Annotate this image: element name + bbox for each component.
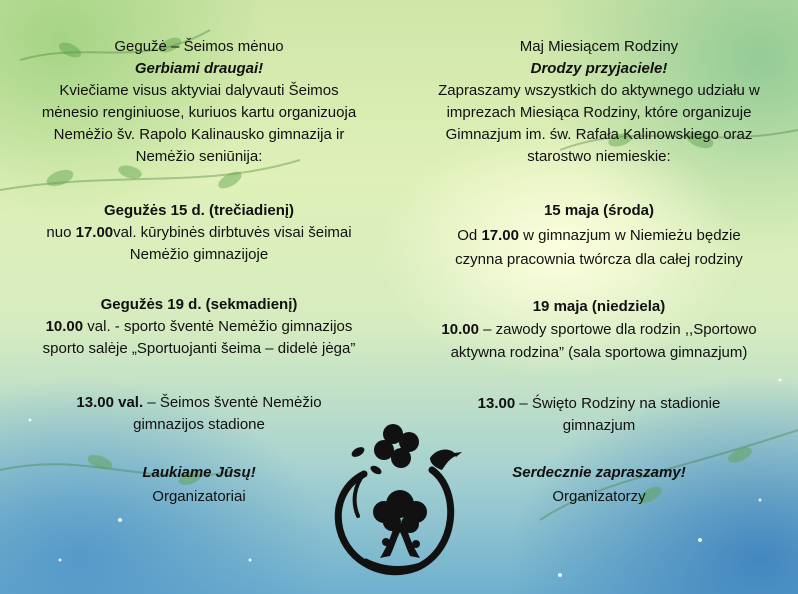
left-intro-line-4: Nemėžio seniūnija:	[135, 148, 263, 165]
left-event1-place: Nemėžio gimnazijoje	[129, 246, 269, 263]
family-tree-logo-icon	[330, 420, 468, 578]
left-signature: Organizatoriai	[152, 488, 246, 505]
right-intro-line-4: starostwo niemieskie:	[527, 148, 671, 165]
right-intro-line-3: Gimnazjum im. św. Rafała Kalinowskiego oraz	[445, 126, 753, 143]
right-event2-date: 19 maja (niedziela)	[532, 298, 666, 315]
right-event1-description: Od 17.00 w gimnazjum w Niemieżu będzie	[457, 227, 741, 244]
right-title: Maj Miesiącem Rodziny	[519, 38, 679, 55]
left-intro-line-3: Nemėžio šv. Rapolo Kalinausko gimnazija ir	[53, 126, 345, 143]
left-event3-description: 13.00 val. – Šeimos šventė Nemėžio	[76, 394, 322, 411]
right-closing: Serdecznie zapraszamy!	[512, 464, 686, 481]
left-event2-place: sporto salėje „Sportuojanti šeima – didelė jėga”	[42, 340, 356, 357]
left-title: Gegužė – Šeimos mėnuo	[114, 38, 284, 55]
right-event2-description: 10.00 – zawody sportowe dla rodzin ,,Sportowo	[441, 321, 757, 338]
left-intro-line-1: Kviečiame visus aktyviai dalyvauti Šeimos	[59, 82, 339, 99]
right-intro-line-1: Zapraszamy wszystkich do aktywnego udziału w	[438, 82, 760, 99]
left-event1-date: Gegužės 15 d. (trečiadienį)	[103, 202, 295, 219]
left-intro-line-2: mėnesio renginiuose, kuriuos kartu organizuoja	[41, 104, 357, 121]
left-event2-date: Gegužės 19 d. (sekmadienį)	[100, 296, 298, 313]
left-greeting: Gerbiami draugai!	[134, 60, 264, 77]
right-event3-place: gimnazjum	[562, 417, 636, 434]
right-signature: Organizatorzy	[552, 488, 646, 505]
left-event2-description: 10.00 val. - sporto šventė Nemėžio gimnazijos	[45, 318, 353, 335]
right-intro-line-2: imprezach Miesiąca Rodziny, które organizuje	[446, 104, 752, 121]
right-event3-description: 13.00 – Święto Rodziny na stadionie	[477, 395, 721, 412]
right-event1-date: 15 maja (środa)	[543, 202, 655, 219]
left-event3-place: gimnazijos stadione	[133, 416, 265, 433]
left-event1-description: nuo 17.00val. kūrybinės dirbtuvės visai šeimai	[46, 224, 352, 241]
right-greeting: Drodzy przyjaciele!	[530, 60, 668, 77]
right-event1-place: czynna pracownia twórcza dla całej rodziny	[455, 251, 743, 268]
right-event2-place: aktywna rodzina” (sala sportowa gimnazjum)	[450, 344, 748, 361]
left-closing: Laukiame Jūsų!	[142, 464, 256, 481]
